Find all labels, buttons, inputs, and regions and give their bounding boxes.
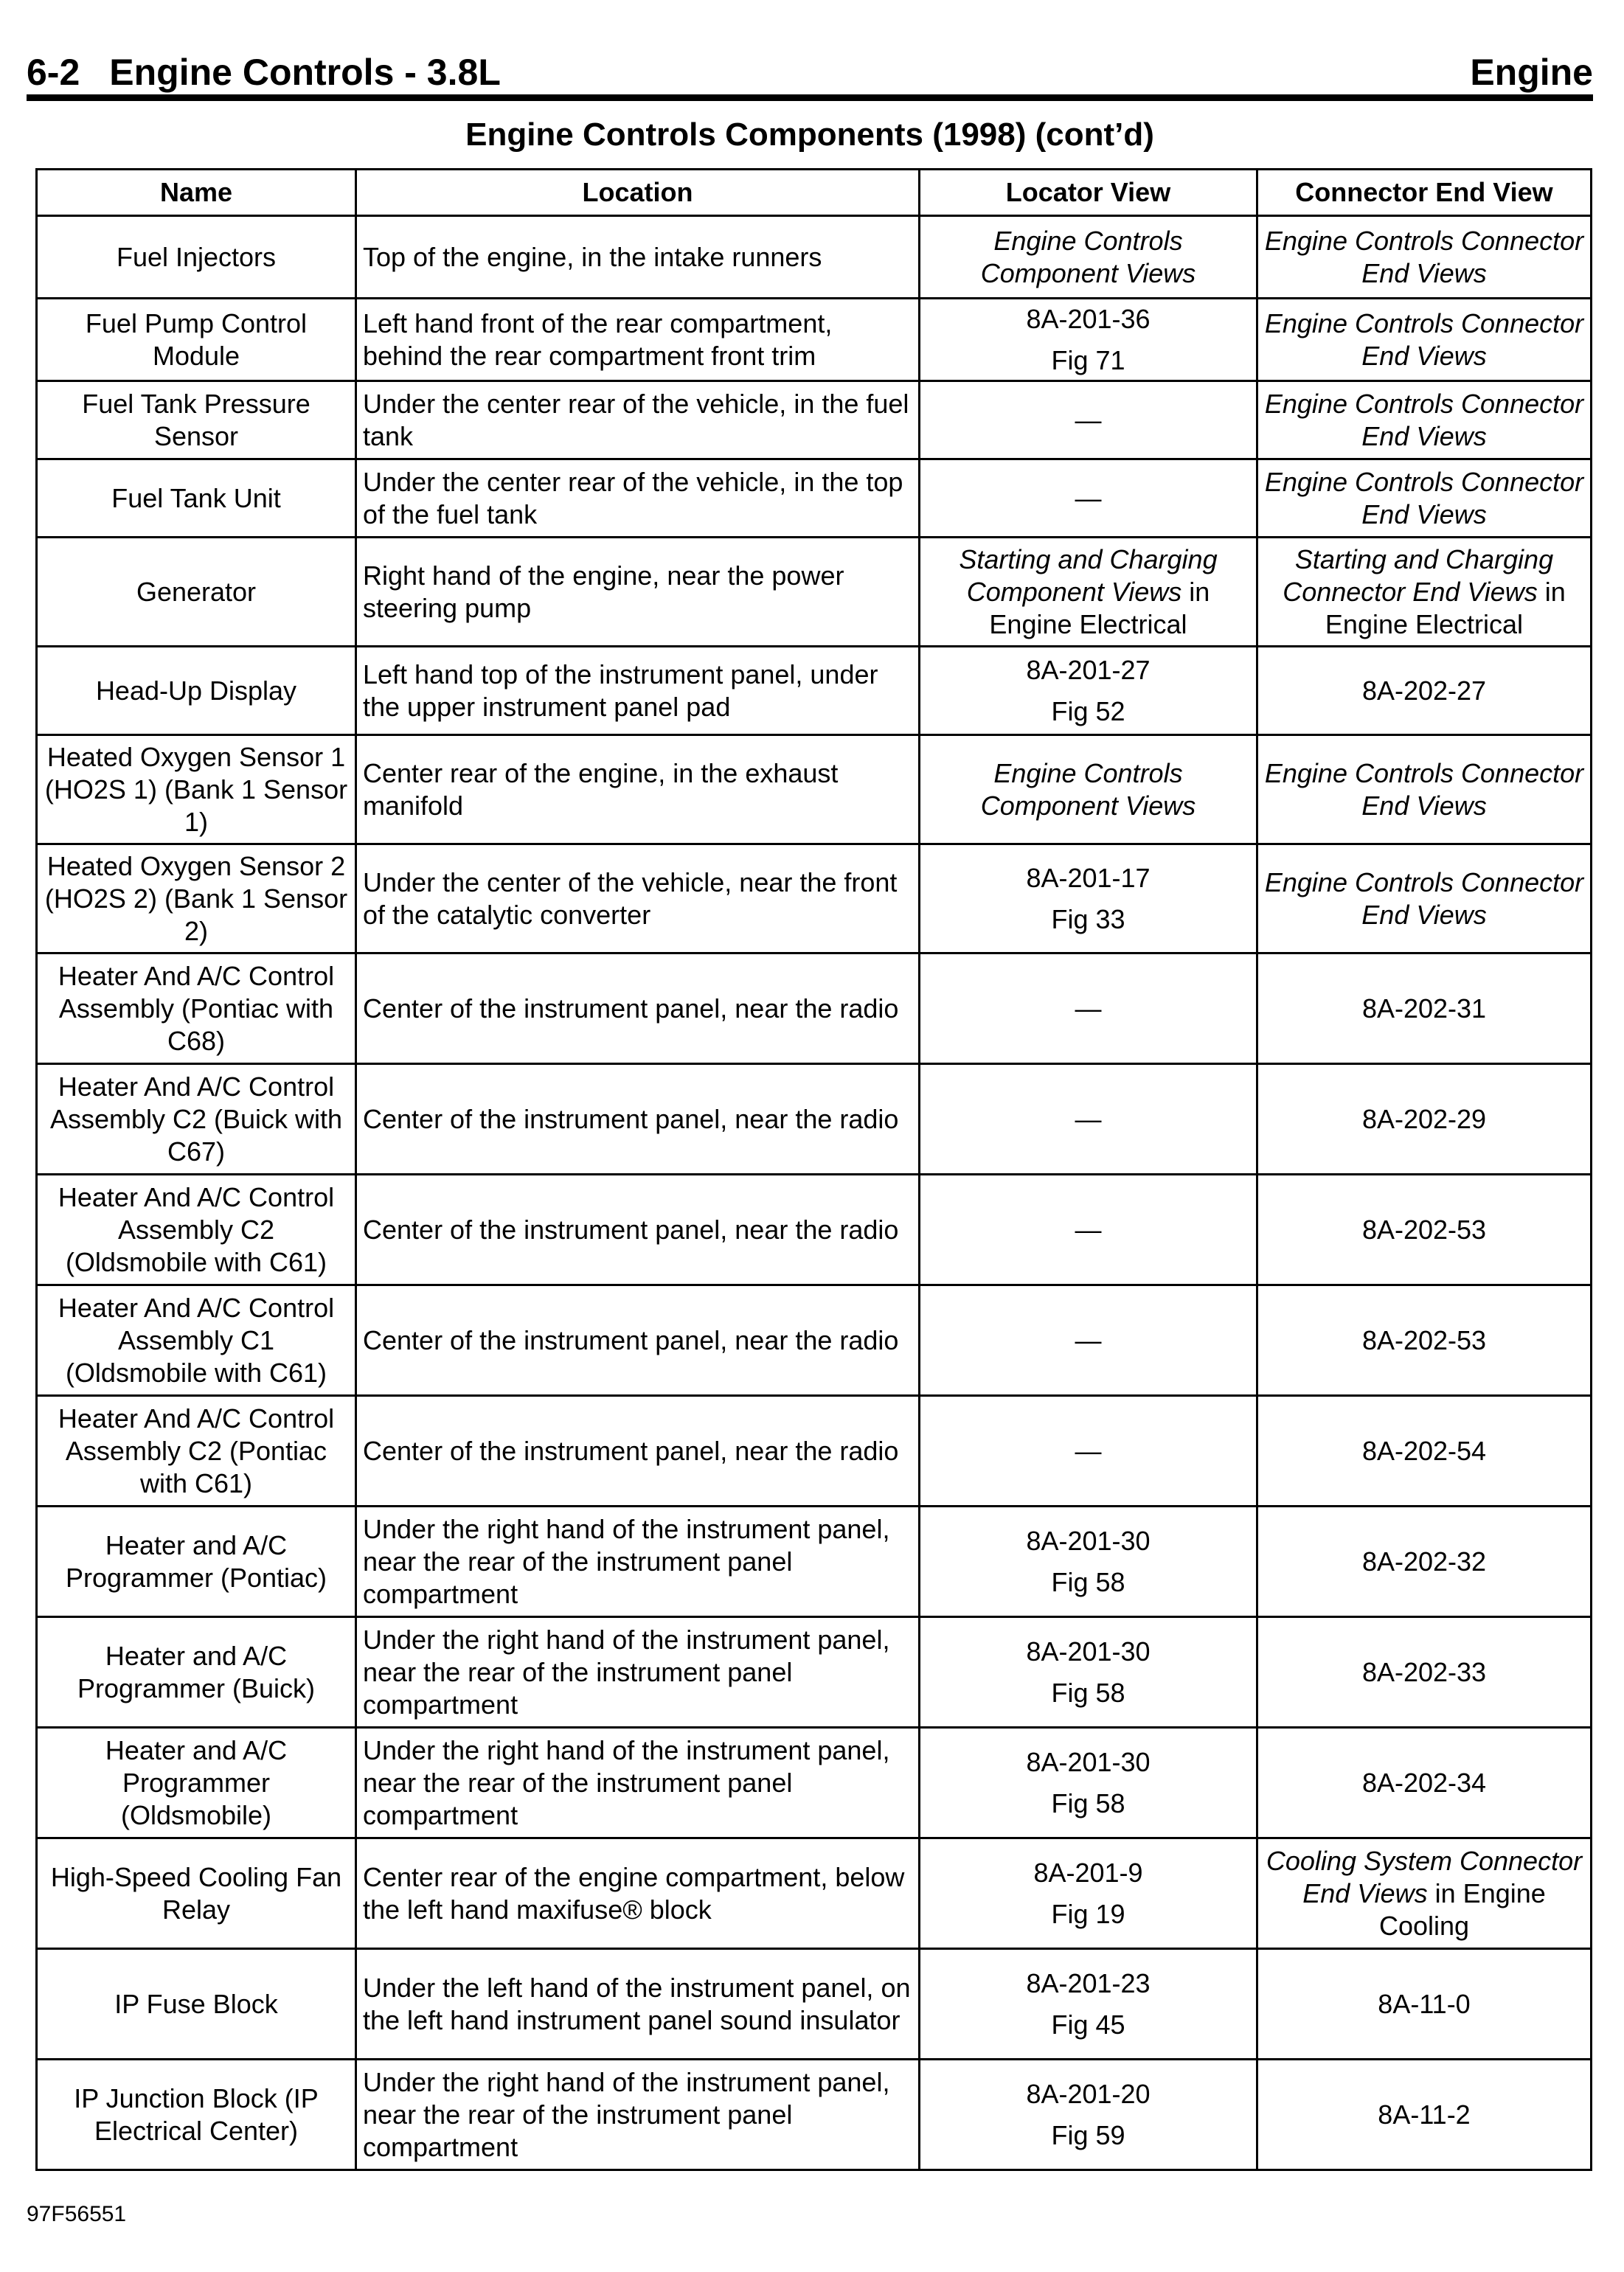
- locator-view-text: 8A-201-30: [1026, 1525, 1151, 1556]
- locator-view-text: 8A-201-23: [1026, 1967, 1151, 1998]
- header-left: [27, 51, 501, 94]
- component-name-text: High-Speed Cooling Fan Relay: [50, 1861, 342, 1925]
- component-name-text: Heater And A/C Control Assembly C2 (Pontiac with C61): [58, 1403, 335, 1498]
- locator-figure: Fig 52: [1051, 695, 1125, 726]
- connector-end-view: [1257, 299, 1592, 381]
- connector-view-text: 8A-202-34: [1361, 1767, 1487, 1798]
- connector-view-reference: Engine Controls Connector End Views: [1264, 225, 1584, 288]
- component-name-text: Heater and A/C Programmer (Buick): [77, 1640, 316, 1703]
- figure-code: 97F56551: [27, 2202, 127, 2226]
- component-location: [356, 538, 920, 647]
- component-location-text: Center of the instrument panel, near the radio: [363, 1435, 899, 1466]
- table-row: [37, 1949, 1592, 2060]
- locator-view-text: —: [1075, 1103, 1102, 1134]
- component-name: [37, 1285, 356, 1396]
- component-location: [356, 647, 920, 735]
- component-location: [356, 2060, 920, 2170]
- locator-figure: Fig 19: [1051, 1898, 1125, 1929]
- locator-view-text: 8A-201-30: [1026, 1636, 1151, 1667]
- locator-view: [920, 299, 1257, 381]
- table-row: [37, 1507, 1592, 1617]
- locator-figure: Fig 58: [1051, 1677, 1125, 1708]
- component-name: [37, 647, 356, 735]
- component-name-text: Fuel Tank Pressure Sensor: [82, 388, 310, 451]
- section-number: 6-2: [27, 52, 80, 93]
- component-name: [37, 299, 356, 381]
- component-name-text: Generator: [136, 576, 257, 607]
- component-location: [356, 381, 920, 459]
- locator-view-text: in Engine Electrical: [989, 576, 1210, 639]
- locator-figure: Fig 59: [1051, 2119, 1125, 2150]
- connector-view-text: 8A-11-2: [1378, 2099, 1471, 2130]
- connector-view-reference: Engine Controls Connector End Views: [1264, 466, 1584, 529]
- connector-end-view: [1257, 844, 1592, 953]
- connector-end-view: [1257, 1728, 1592, 1838]
- component-location: [356, 1949, 920, 2060]
- locator-view-text: —: [1075, 404, 1102, 435]
- table-row: [37, 735, 1592, 844]
- locator-view-text: —: [1075, 1324, 1102, 1355]
- page-header: [27, 43, 1593, 102]
- locator-view-reference: Engine Controls Component Views: [980, 225, 1196, 288]
- component-location: [356, 299, 920, 381]
- connector-view-reference: Cooling System Connector End Views: [1266, 1845, 1583, 1908]
- component-location: [356, 1285, 920, 1396]
- component-name: [37, 844, 356, 953]
- component-location-text: Under the center of the vehicle, near the front of the catalytic converter: [363, 866, 898, 930]
- section-title: Engine Controls - 3.8L: [109, 52, 501, 93]
- component-location: [356, 1175, 920, 1285]
- table-row: [37, 1064, 1592, 1175]
- locator-view: [920, 1838, 1257, 1949]
- component-location-text: Right hand of the engine, near the power steering pump: [363, 560, 844, 623]
- locator-view: [920, 1064, 1257, 1175]
- component-location: [356, 1396, 920, 1507]
- connector-view-reference: Engine Controls Connector End Views: [1264, 757, 1584, 821]
- component-name-text: Heated Oxygen Sensor 1 (HO2S 1) (Bank 1 Sensor 1): [44, 741, 348, 837]
- component-name: [37, 1949, 356, 2060]
- table-row: [37, 2060, 1592, 2170]
- connector-end-view: [1257, 1838, 1592, 1949]
- component-location: [356, 953, 920, 1064]
- component-name: [37, 216, 356, 299]
- connector-view-text: 8A-202-29: [1361, 1103, 1487, 1134]
- table-row: [37, 216, 1592, 299]
- component-location-text: Under the right hand of the instrument panel, near the rear of the instrument panel compartment: [363, 2066, 890, 2162]
- connector-view-text: 8A-202-31: [1361, 993, 1487, 1024]
- connector-view-reference: Engine Controls Connector End Views: [1264, 388, 1584, 451]
- locator-view: [920, 844, 1257, 953]
- locator-view: [920, 1617, 1257, 1728]
- column-header-connector-end-view: Connector End View: [1257, 170, 1592, 216]
- table-row: [37, 1285, 1592, 1396]
- locator-figure: Fig 58: [1051, 1788, 1125, 1818]
- table-header-row: [37, 170, 1592, 216]
- component-name-text: Heated Oxygen Sensor 2 (HO2S 2) (Bank 1 Sensor 2): [44, 850, 348, 946]
- component-location-text: Left hand top of the instrument panel, under the upper instrument panel pad: [363, 659, 878, 722]
- component-location-text: Under the right hand of the instrument panel, near the rear of the instrument panel compartment: [363, 1624, 890, 1720]
- header-rule: [27, 94, 1593, 101]
- column-header-locator-view: Locator View: [920, 170, 1257, 216]
- component-name: [37, 1728, 356, 1838]
- locator-view: [920, 953, 1257, 1064]
- connector-view-text: in Engine Electrical: [1325, 576, 1566, 639]
- component-name-text: Heater and A/C Programmer (Oldsmobile): [105, 1734, 288, 1830]
- component-name: [37, 1838, 356, 1949]
- components-table: [35, 168, 1592, 2171]
- connector-end-view: [1257, 1175, 1592, 1285]
- component-location: [356, 1507, 920, 1617]
- connector-end-view: [1257, 953, 1592, 1064]
- component-location: [356, 216, 920, 299]
- component-name-text: Fuel Tank Unit: [111, 482, 281, 513]
- component-location: [356, 1617, 920, 1728]
- locator-figure: Fig 33: [1051, 903, 1125, 934]
- table-row: [37, 953, 1592, 1064]
- component-location: [356, 735, 920, 844]
- component-name-text: Fuel Injectors: [116, 241, 277, 272]
- table-row: [37, 844, 1592, 953]
- table-title: Engine Controls Components (1998) (cont’d): [465, 117, 1154, 153]
- connector-view-text: 8A-202-33: [1361, 1656, 1487, 1687]
- component-location-text: Under the right hand of the instrument panel, near the rear of the instrument panel compartment: [363, 1513, 890, 1609]
- locator-view: [920, 1507, 1257, 1617]
- locator-view: [920, 538, 1257, 647]
- locator-view-text: —: [1075, 482, 1102, 513]
- locator-view: [920, 647, 1257, 735]
- locator-figure: Fig 45: [1051, 2009, 1125, 2040]
- component-name-text: IP Fuse Block: [114, 1988, 278, 2019]
- component-location-text: Left hand front of the rear compartment, behind the rear compartment front trim: [363, 308, 833, 371]
- component-location: [356, 1838, 920, 1949]
- connector-end-view: [1257, 1396, 1592, 1507]
- component-location-text: Center of the instrument panel, near the radio: [363, 1324, 899, 1355]
- connector-end-view: [1257, 538, 1592, 647]
- connector-view-reference: Engine Controls Connector End Views: [1264, 866, 1584, 930]
- connector-end-view: [1257, 381, 1592, 459]
- connector-end-view: [1257, 1949, 1592, 2060]
- locator-view-text: —: [1075, 1214, 1102, 1245]
- connector-end-view: [1257, 459, 1592, 538]
- locator-view-text: 8A-201-27: [1026, 654, 1151, 685]
- locator-figure: Fig 58: [1051, 1566, 1125, 1597]
- connector-view-text: in Engine Cooling: [1378, 1877, 1546, 1941]
- component-name-text: Heater And A/C Control Assembly (Pontiac with C68): [58, 960, 335, 1056]
- locator-view-text: 8A-201-9: [1033, 1857, 1143, 1888]
- table-row: [37, 381, 1592, 459]
- connector-view-text: 8A-202-53: [1361, 1214, 1487, 1245]
- connector-view-text: 8A-11-0: [1378, 1988, 1471, 2019]
- component-location-text: Center of the instrument panel, near the radio: [363, 1214, 899, 1245]
- locator-view-text: —: [1075, 1435, 1102, 1466]
- locator-view: [920, 1285, 1257, 1396]
- locator-view: [920, 381, 1257, 459]
- section-category: Engine: [1470, 52, 1593, 93]
- component-location-text: Center of the instrument panel, near the radio: [363, 1103, 899, 1134]
- component-name-text: Heater And A/C Control Assembly C2 (Buick with C67): [49, 1071, 343, 1167]
- component-name: [37, 1617, 356, 1728]
- component-name: [37, 459, 356, 538]
- component-name: [37, 1175, 356, 1285]
- component-name-text: Heater And A/C Control Assembly C1 (Oldsmobile with C61): [58, 1292, 335, 1388]
- connector-end-view: [1257, 647, 1592, 735]
- connector-end-view: [1257, 216, 1592, 299]
- component-location-text: Center rear of the engine compartment, below the left hand maxifuse® block: [363, 1861, 905, 1925]
- connector-view-text: 8A-202-54: [1361, 1435, 1487, 1466]
- table-row: [37, 538, 1592, 647]
- table-row: [37, 1175, 1592, 1285]
- locator-view-text: 8A-201-17: [1026, 862, 1151, 893]
- connector-view-text: 8A-202-53: [1361, 1324, 1487, 1355]
- locator-view: [920, 735, 1257, 844]
- locator-view: [920, 1396, 1257, 1507]
- table-body: [37, 216, 1592, 2170]
- component-location: [356, 459, 920, 538]
- connector-end-view: [1257, 1617, 1592, 1728]
- component-name: [37, 1507, 356, 1617]
- connector-end-view: [1257, 735, 1592, 844]
- component-location-text: Under the left hand of the instrument panel, on the left hand instrument panel sound insulator: [363, 1972, 911, 2035]
- locator-view-text: —: [1075, 993, 1102, 1024]
- component-name: [37, 953, 356, 1064]
- component-location-text: Under the center rear of the vehicle, in the top of the fuel tank: [363, 466, 903, 529]
- component-name: [37, 1064, 356, 1175]
- table-row: [37, 1728, 1592, 1838]
- component-name-text: Heater and A/C Programmer (Pontiac): [65, 1529, 327, 1593]
- component-location: [356, 844, 920, 953]
- locator-view-reference: Starting and Charging Component Views: [959, 543, 1218, 607]
- table-row: [37, 1838, 1592, 1949]
- locator-view: [920, 1175, 1257, 1285]
- connector-end-view: [1257, 1064, 1592, 1175]
- table-row: [37, 1396, 1592, 1507]
- connector-end-view: [1257, 1285, 1592, 1396]
- component-name-text: IP Junction Block (IP Electrical Center): [74, 2082, 319, 2146]
- table-row: [37, 299, 1592, 381]
- locator-view: [920, 216, 1257, 299]
- component-location: [356, 1064, 920, 1175]
- locator-view: [920, 2060, 1257, 2170]
- table-row: [37, 459, 1592, 538]
- column-header-name: Name: [37, 170, 356, 216]
- component-location-text: Center rear of the engine, in the exhaust manifold: [363, 757, 839, 821]
- component-name-text: Fuel Pump Control Module: [85, 308, 308, 371]
- connector-end-view: [1257, 2060, 1592, 2170]
- connector-end-view: [1257, 1507, 1592, 1617]
- locator-view: [920, 1949, 1257, 2060]
- locator-view-text: 8A-201-20: [1026, 2078, 1151, 2109]
- component-location-text: Under the right hand of the instrument panel, near the rear of the instrument panel compartment: [363, 1734, 890, 1830]
- component-location-text: Under the center rear of the vehicle, in the fuel tank: [363, 388, 909, 451]
- component-name: [37, 381, 356, 459]
- column-header-location: Location: [356, 170, 920, 216]
- component-location: [356, 1728, 920, 1838]
- component-location-text: Top of the engine, in the intake runners: [363, 241, 822, 272]
- locator-view: [920, 459, 1257, 538]
- connector-view-reference: Starting and Charging Connector End Views: [1283, 543, 1554, 607]
- component-name: [37, 538, 356, 647]
- connector-view-text: 8A-202-27: [1361, 675, 1487, 706]
- component-location-text: Center of the instrument panel, near the radio: [363, 993, 899, 1024]
- locator-view-reference: Engine Controls Component Views: [980, 757, 1196, 821]
- locator-view-text: 8A-201-36: [1026, 303, 1151, 334]
- connector-view-text: 8A-202-32: [1361, 1546, 1487, 1577]
- component-name-text: Heater And A/C Control Assembly C2 (Oldsmobile with C61): [58, 1181, 335, 1277]
- connector-view-reference: Engine Controls Connector End Views: [1264, 308, 1584, 371]
- table-row: [37, 1617, 1592, 1728]
- component-name: [37, 1396, 356, 1507]
- component-name: [37, 735, 356, 844]
- locator-view: [920, 1728, 1257, 1838]
- locator-figure: Fig 71: [1051, 344, 1125, 375]
- component-name-text: Head-Up Display: [95, 675, 297, 706]
- component-name: [37, 2060, 356, 2170]
- table-row: [37, 647, 1592, 735]
- locator-view-text: 8A-201-30: [1026, 1746, 1151, 1777]
